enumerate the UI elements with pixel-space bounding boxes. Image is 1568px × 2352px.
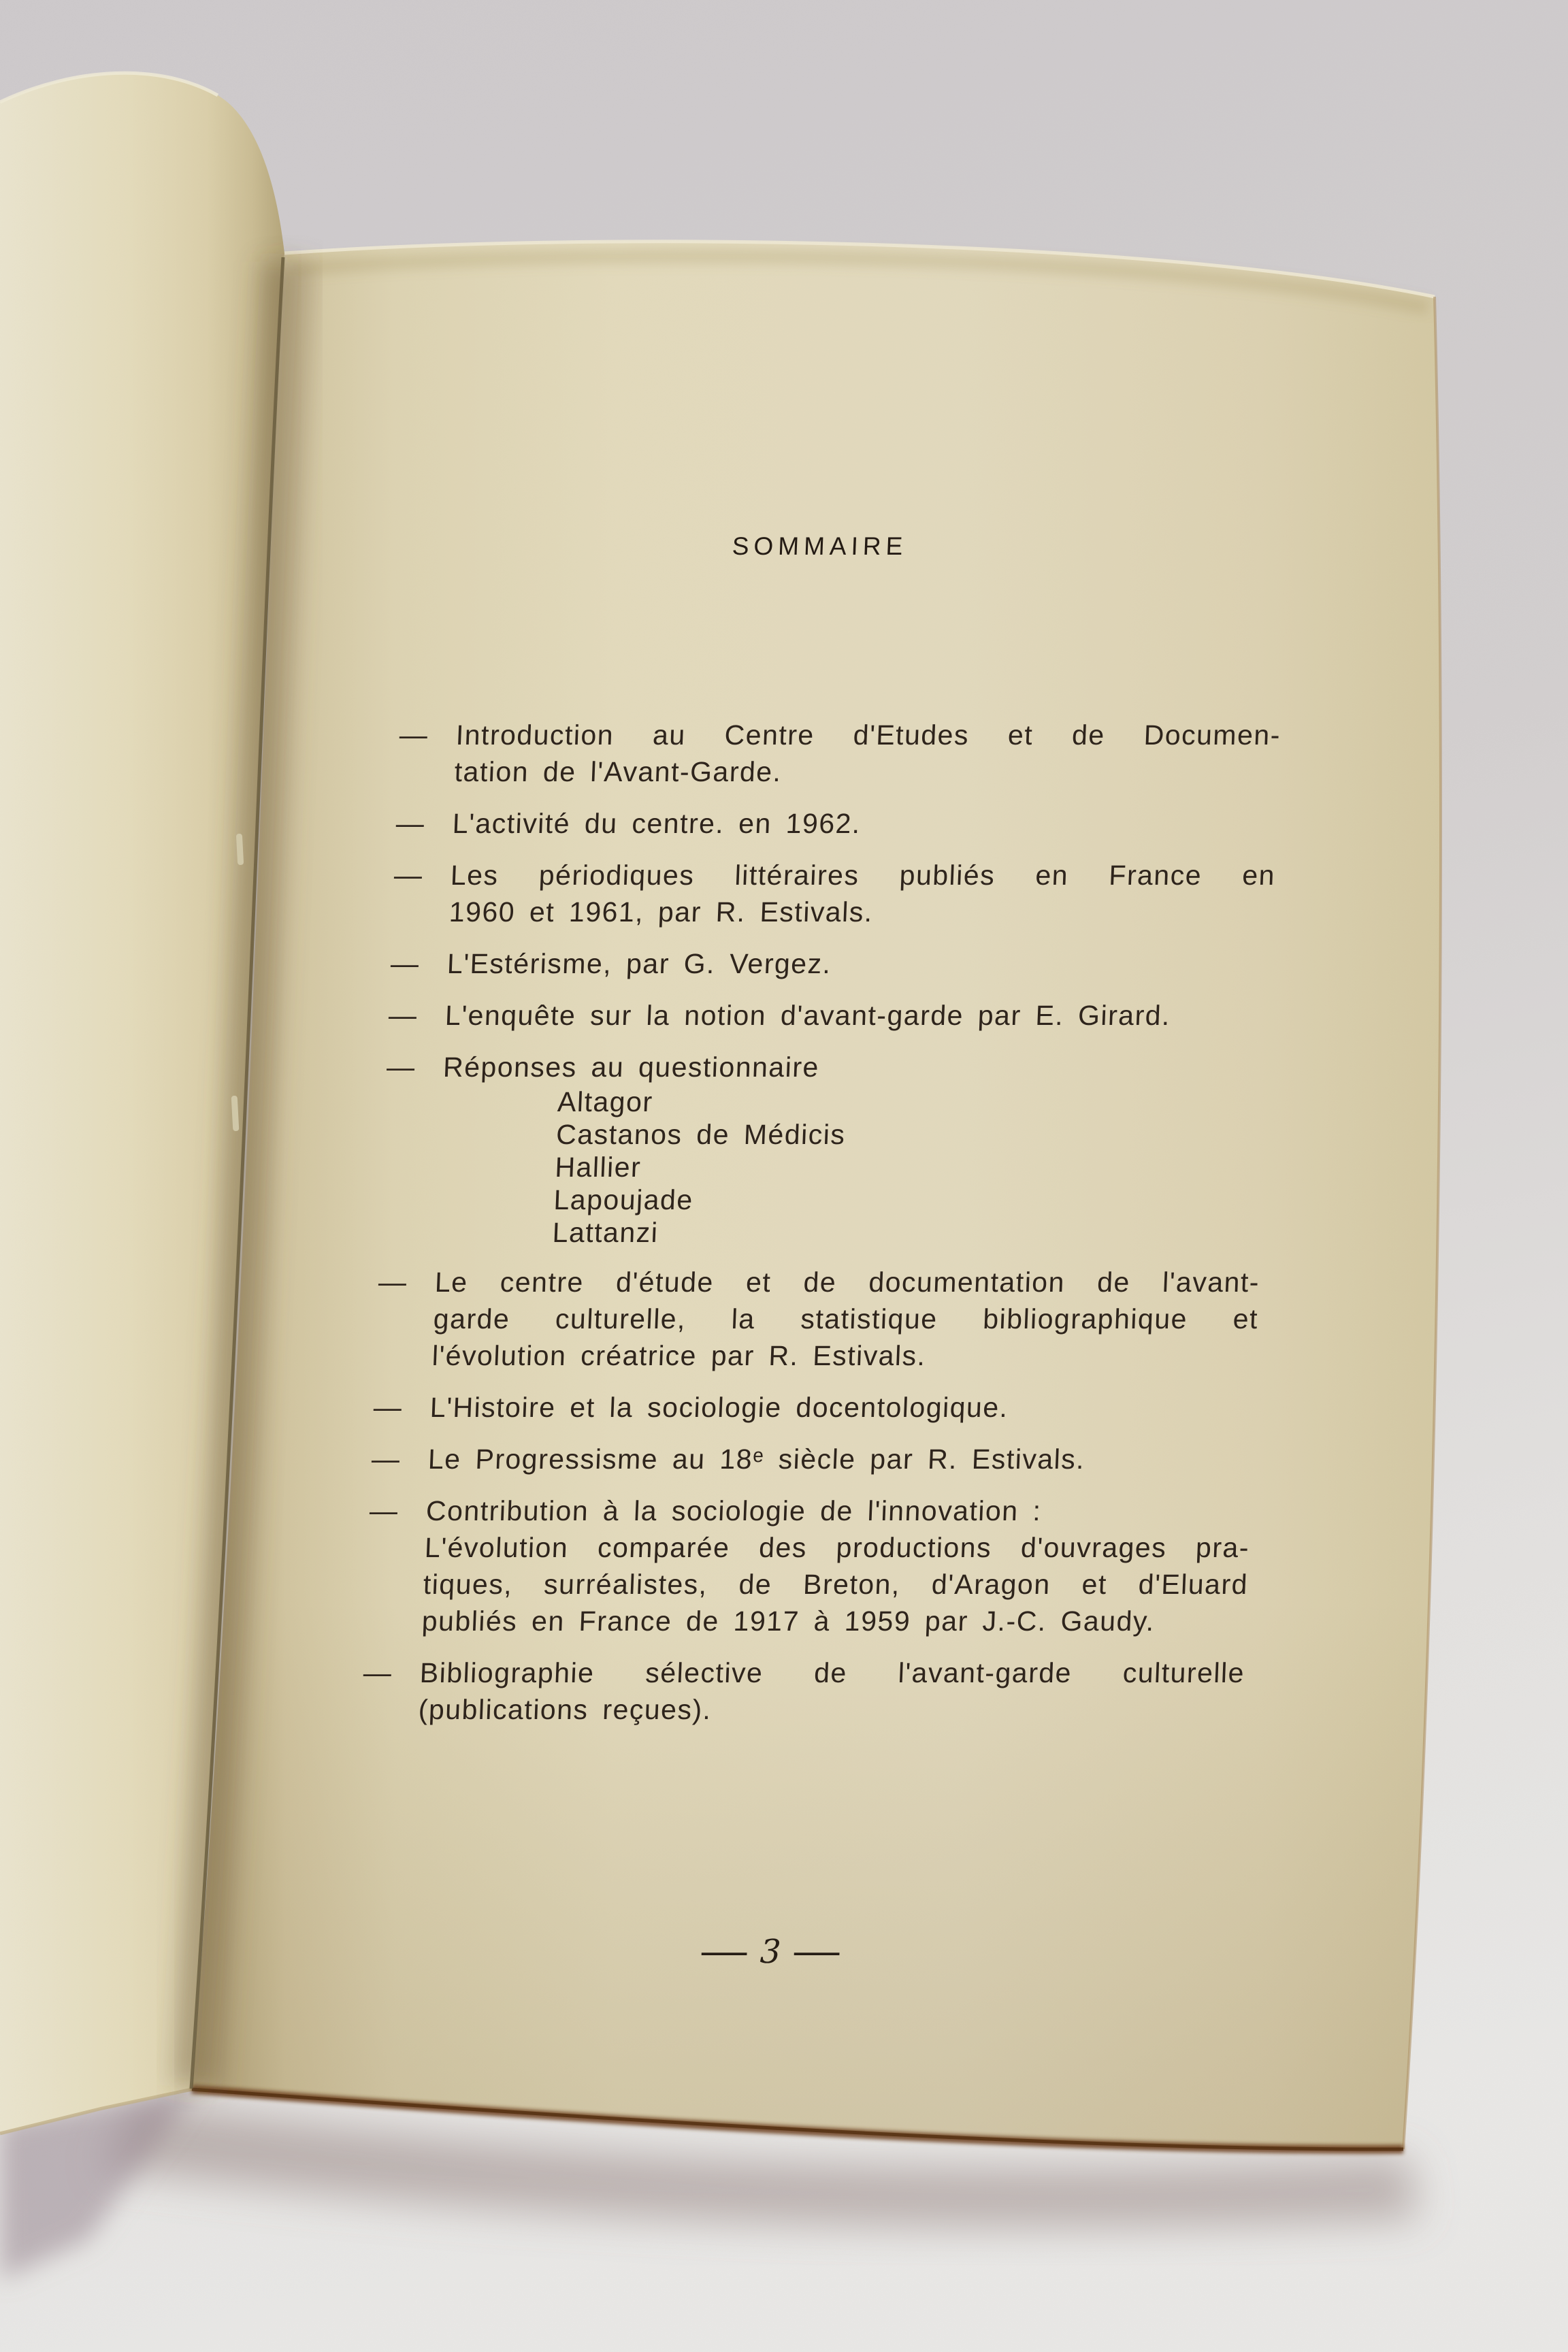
toc-line bbox=[381, 1183, 1264, 1216]
page-title: SOMMAIRE bbox=[732, 532, 909, 560]
entry-dash: — bbox=[378, 1267, 407, 1298]
toc-line bbox=[369, 1492, 1252, 1529]
entry-text: L'enquête sur la notion d'avant-garde par E. Girard. bbox=[444, 1000, 1171, 1031]
entry-text: Bibliographie sélective de l'avant-garde culturelle bbox=[419, 1657, 1245, 1688]
toc-line bbox=[366, 1566, 1249, 1603]
toc-line bbox=[361, 1691, 1244, 1728]
toc-line bbox=[380, 1216, 1262, 1249]
entry-dash-spacer bbox=[376, 1301, 434, 1337]
entry-dash-spacer bbox=[392, 894, 450, 930]
entry-text: Les périodiques littéraires publiés en France en bbox=[450, 860, 1276, 891]
entry-text: Hallier bbox=[554, 1152, 642, 1183]
entry-text: Contribution à la sociologie de l'innovation : bbox=[425, 1495, 1043, 1526]
toc-line bbox=[393, 857, 1276, 894]
entry-text: L'Histoire et la sociologie docentologique. bbox=[429, 1392, 1009, 1423]
entry-dash: — bbox=[390, 948, 419, 979]
toc-line bbox=[376, 1301, 1259, 1337]
entry-text: L'évolution comparée des productions d'ouvrages pra- bbox=[424, 1532, 1250, 1563]
entry-dash-spacer bbox=[366, 1566, 424, 1603]
entry-dash: — bbox=[363, 1657, 392, 1688]
entry-text: L'Estérisme, par G. Vergez. bbox=[446, 948, 832, 979]
toc-line bbox=[399, 717, 1281, 753]
footer-dash-icon: — bbox=[700, 1938, 748, 1966]
entry-dash: — bbox=[399, 719, 428, 751]
page-number bbox=[338, 1931, 1252, 1972]
toc-line bbox=[382, 1151, 1265, 1183]
entry-text: Castanos de Médicis bbox=[555, 1119, 847, 1150]
toc bbox=[361, 717, 1281, 1728]
toc-line bbox=[390, 945, 1273, 982]
entry-dash: — bbox=[393, 860, 423, 891]
toc-entry bbox=[390, 945, 1273, 982]
entry-dash-spacer bbox=[368, 1529, 425, 1566]
toc-entry bbox=[373, 1389, 1256, 1426]
entry-text: Le centre d'étude et de documentation de l'avant- bbox=[434, 1267, 1260, 1298]
toc-line bbox=[397, 753, 1280, 790]
toc-line bbox=[378, 1264, 1260, 1301]
entry-text: Réponses au questionnaire bbox=[442, 1051, 820, 1083]
toc-line bbox=[395, 805, 1278, 842]
toc-line bbox=[383, 1118, 1266, 1151]
toc-entry bbox=[375, 1264, 1260, 1374]
toc-entry bbox=[365, 1492, 1252, 1639]
entry-dash: — bbox=[395, 808, 425, 839]
entry-dash-spacer bbox=[361, 1691, 419, 1728]
entry-dash: — bbox=[386, 1051, 416, 1083]
entry-text: Altagor bbox=[557, 1086, 654, 1117]
entry-text: (publications reçues). bbox=[417, 1694, 713, 1725]
entry-dash-spacer bbox=[397, 753, 455, 790]
toc-line bbox=[392, 894, 1275, 930]
right-page-content bbox=[324, 0, 1326, 2352]
entry-text: Lapoujade bbox=[553, 1184, 694, 1215]
toc-entry bbox=[388, 997, 1271, 1034]
toc-line bbox=[386, 1049, 1269, 1085]
entry-text: Introduction au Centre d'Etudes et de Documen- bbox=[455, 719, 1281, 751]
toc-entry bbox=[395, 805, 1278, 842]
entry-text: Le Progressisme au 18ᵉ siècle par R. Estivals. bbox=[427, 1443, 1086, 1475]
toc-entry bbox=[371, 1441, 1254, 1477]
entry-dash-spacer bbox=[365, 1603, 423, 1639]
entry-dash: — bbox=[373, 1392, 402, 1423]
entry-text: 1960 et 1961, par R. Estivals. bbox=[448, 896, 874, 928]
entry-text: tiques, surréalistes, de Breton, d'Aragon et d'Eluard bbox=[423, 1569, 1249, 1600]
toc-line bbox=[388, 997, 1271, 1034]
entry-dash: — bbox=[388, 1000, 417, 1031]
toc-line bbox=[363, 1654, 1245, 1691]
toc-line bbox=[368, 1529, 1250, 1566]
footer-dash-icon: — bbox=[794, 1938, 840, 1966]
toc-line bbox=[375, 1337, 1258, 1374]
entry-dash: — bbox=[371, 1443, 400, 1475]
entry-dash-spacer bbox=[375, 1337, 433, 1374]
toc-line bbox=[371, 1441, 1254, 1477]
entry-dash: — bbox=[369, 1495, 398, 1526]
entry-text: garde culturelle, la statistique bibliographique et bbox=[433, 1303, 1259, 1335]
entry-text: l'évolution créatrice par R. Estivals. bbox=[431, 1340, 927, 1371]
toc-line bbox=[373, 1389, 1256, 1426]
entry-text: publiés en France de 1917 à 1959 par J.-C. Gaudy. bbox=[421, 1605, 1156, 1637]
toc-line bbox=[365, 1603, 1247, 1639]
page-number-value: 3 bbox=[759, 1933, 782, 1971]
toc-line bbox=[385, 1085, 1267, 1118]
entry-text: tation de l'Avant-Garde. bbox=[453, 756, 783, 787]
entry-text: Lattanzi bbox=[551, 1217, 659, 1248]
toc-entry bbox=[361, 1654, 1245, 1728]
toc-entry bbox=[392, 857, 1276, 930]
toc-entry bbox=[380, 1049, 1269, 1249]
entry-text: L'activité du centre. en 1962. bbox=[452, 808, 862, 839]
toc-entry bbox=[397, 717, 1281, 790]
